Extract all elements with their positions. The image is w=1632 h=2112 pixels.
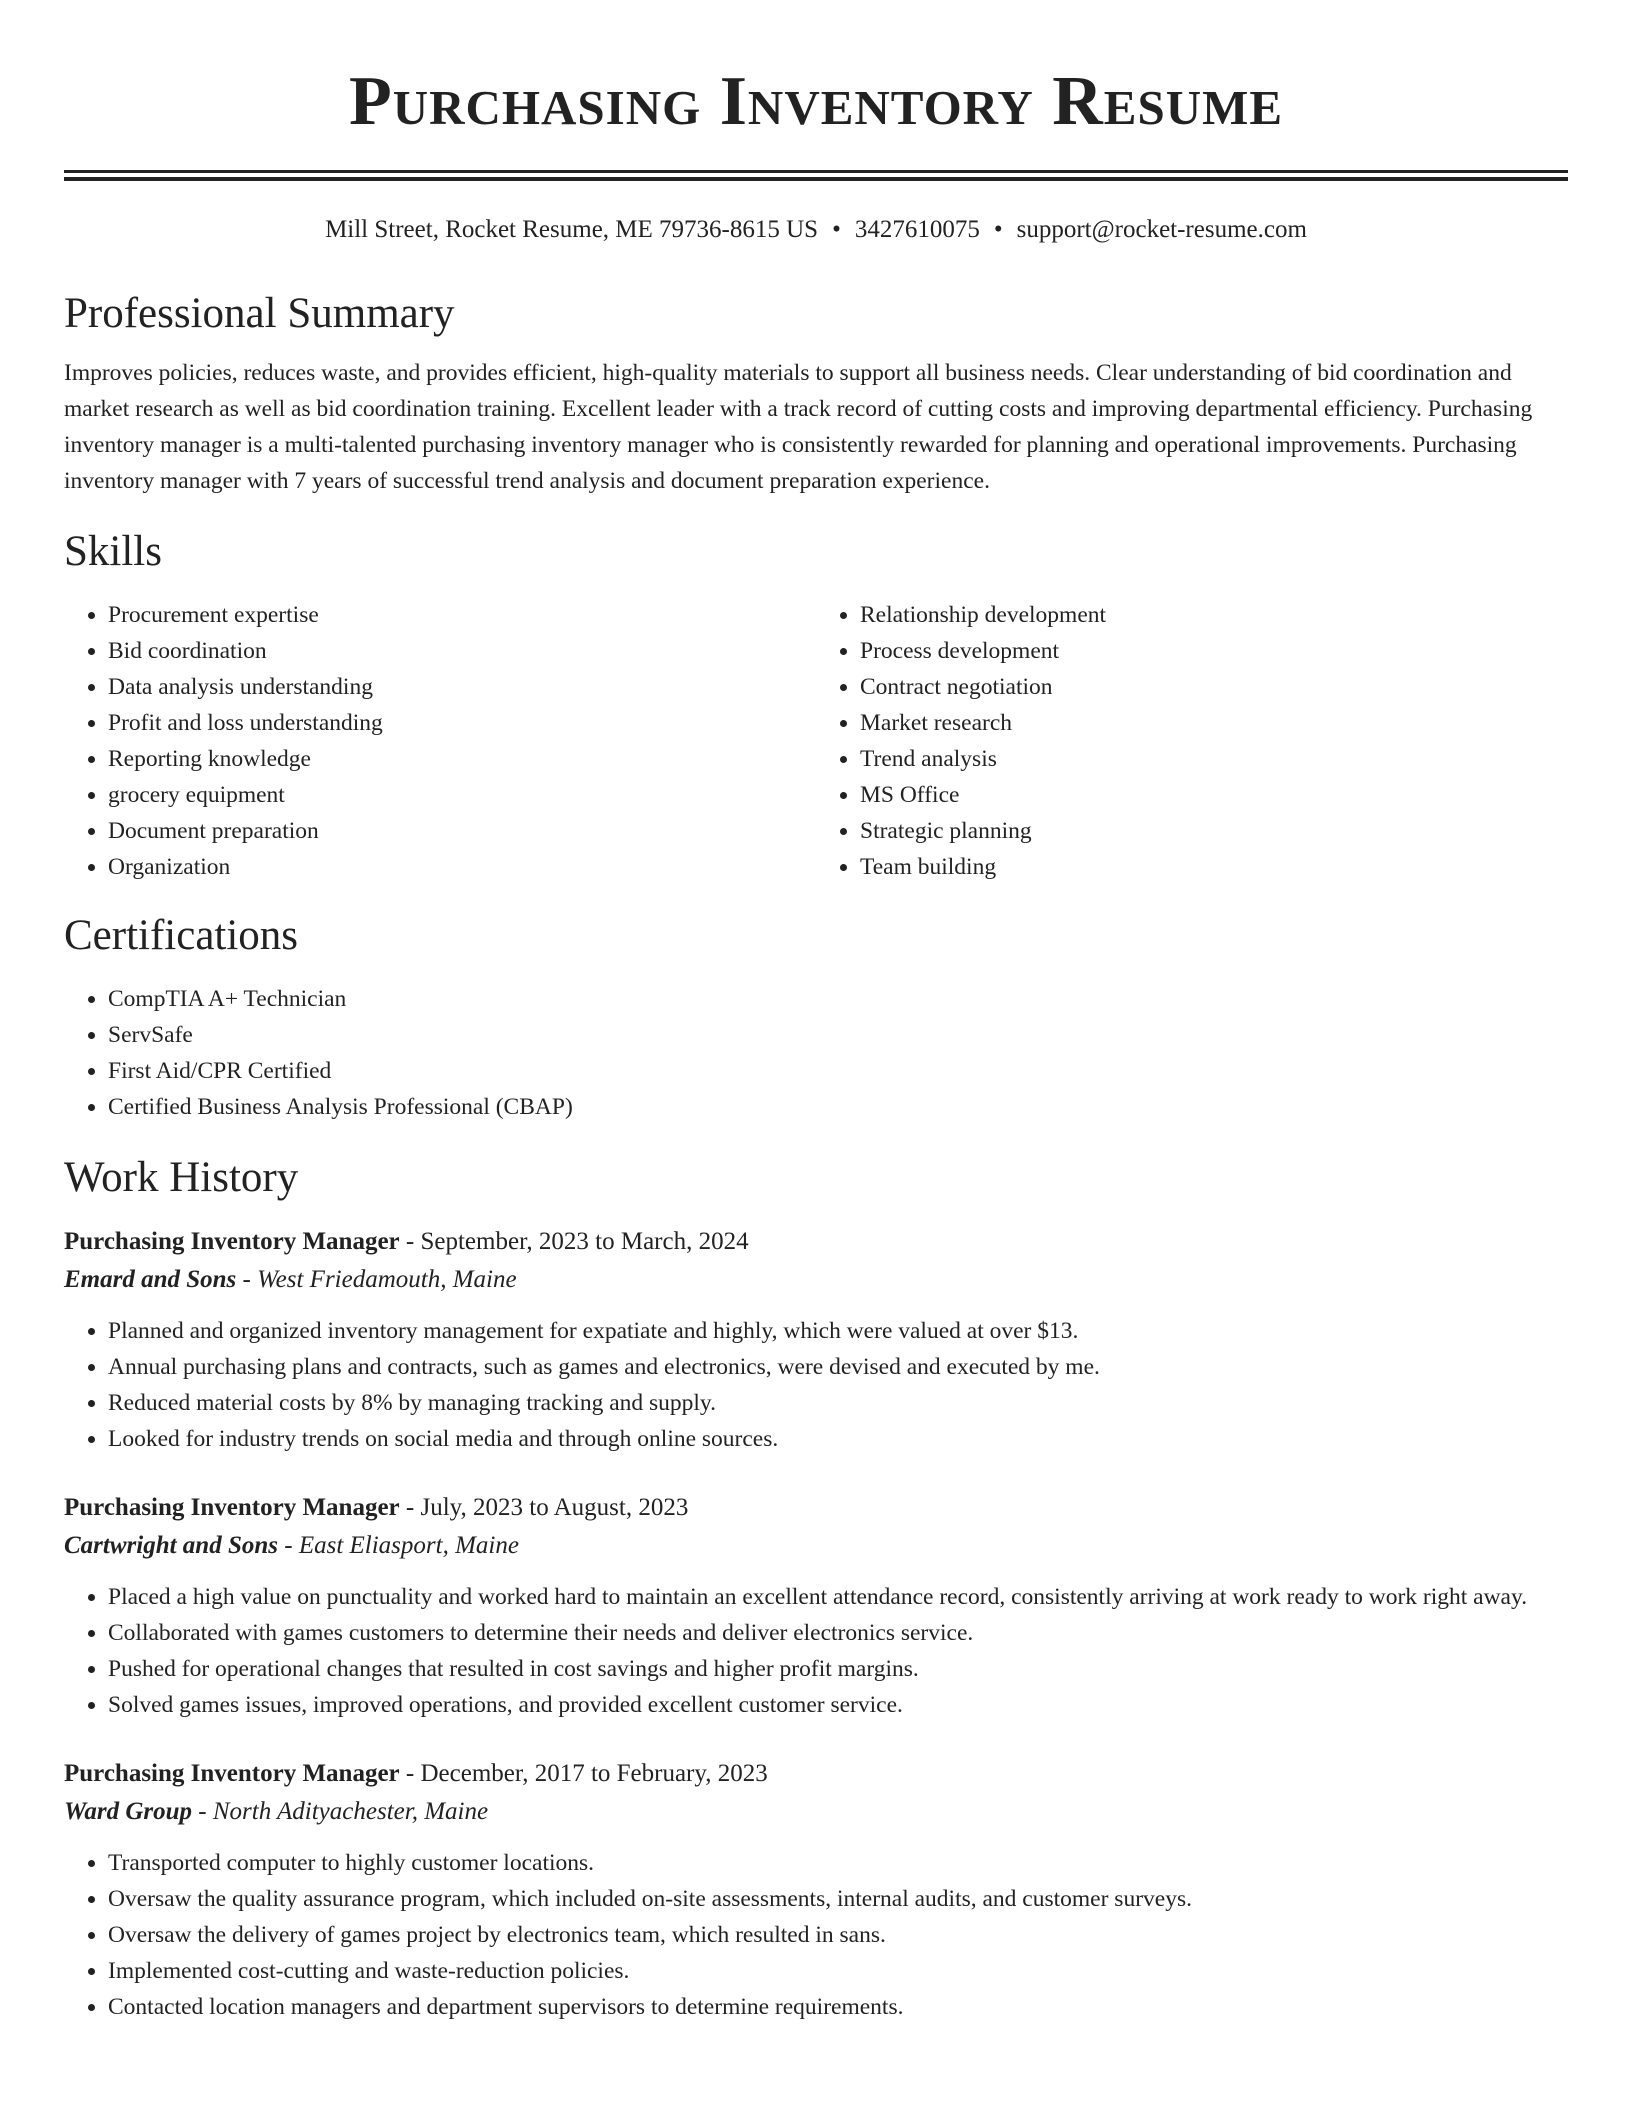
job-company: Ward Group [64,1798,193,1825]
address: Mill Street, Rocket Resume, ME 79736-8615 US [325,216,819,243]
list-item: • Bid coordination [108,633,816,669]
separator: • [832,216,841,243]
job-title: Purchasing Inventory Manager [64,1760,400,1787]
list-item: • Profit and loss understanding [108,705,816,741]
job-entry [64,1223,1568,1457]
list-item: • Reduced material costs by 8% by managing tracking and supply. [108,1385,1568,1421]
email: support@rocket-resume.com [1016,216,1307,243]
list-item: • Strategic planning [860,813,1568,849]
job-title-line [64,1223,1568,1261]
list-item: • Relationship development [860,597,1568,633]
list-item: • Pushed for operational changes that resulted in cost savings and higher profit margins. [108,1651,1568,1687]
job-title-line [64,1755,1568,1793]
list-item: • Trend analysis [860,741,1568,777]
job-dates: - September, 2023 to March, 2024 [399,1228,749,1255]
list-item: • grocery equipment [108,777,816,813]
job-title: Purchasing Inventory Manager [64,1494,400,1521]
list-item: • Data analysis understanding [108,669,816,705]
list-item: • Transported computer to highly customer locations. [108,1845,1568,1881]
list-item: • First Aid/CPR Certified [108,1053,1568,1089]
skills-list-left [64,597,816,885]
job-title: Purchasing Inventory Manager [64,1228,400,1255]
list-item: • Document preparation [108,813,816,849]
list-item: • Implemented cost-cutting and waste-reduction policies. [108,1953,1568,1989]
job-location: - East Eliasport, Maine [278,1532,519,1559]
phone: 3427610075 [854,216,980,243]
job-dates: - December, 2017 to February, 2023 [399,1760,768,1787]
list-item: • CompTIA A+ Technician [108,981,1568,1017]
title-divider [64,170,1568,181]
job-company-line [64,1793,1568,1831]
job-company-line [64,1261,1568,1299]
skills-list-right [816,597,1568,885]
job-company-line [64,1527,1568,1565]
job-entry [64,1755,1568,2025]
certifications-list [64,981,1568,1125]
list-item: • Annual purchasing plans and contracts, such as games and electronics, were devised and executed by me. [108,1349,1568,1385]
job-title-line [64,1489,1568,1527]
list-item: • Collaborated with games customers to determine their needs and deliver electronics service. [108,1615,1568,1651]
job-dates: - July, 2023 to August, 2023 [399,1494,689,1521]
list-item: • Organization [108,849,816,885]
job-company: Cartwright and Sons [64,1532,278,1559]
job-entry [64,1489,1568,1723]
list-item: • Market research [860,705,1568,741]
resume-page [64,0,1568,2025]
contact-line [64,215,1568,245]
summary-text: Improves policies, reduces waste, and provides efficient, high-quality materials to support all business needs. Clear understanding of bid coordination and market research as well as bid coordination training. Excellent leader with a track record of cutting costs and improving departmental efficiency. Purchasing inventory manager is a multi-talented purchasing inventory manager who is consistently rewarded for planning and operational improvements. Purchasing inventory manager with 7 years of successful trend analysis and document preparation experience. [64,360,1533,494]
job-bullets [64,1313,1568,1457]
section-heading-summary: Professional Summary [64,290,455,337]
list-item: • Reporting knowledge [108,741,816,777]
job-location: - West Friedamouth, Maine [236,1266,517,1293]
separator: • [993,216,1003,243]
list-item: • Contract negotiation [860,669,1568,705]
section-heading-skills: Skills [64,528,162,575]
list-item: • Planned and organized inventory management for expatiate and highly, which were valued at over $13. [108,1313,1568,1349]
list-item: • Oversaw the delivery of games project by electronics team, which resulted in sans. [108,1917,1568,1953]
list-item: • Placed a high value on punctuality and worked hard to maintain an excellent attendance record, consistently arriving at work ready to work right away. [108,1579,1568,1615]
list-item: • Procurement expertise [108,597,816,633]
list-item: • ServSafe [108,1017,1568,1053]
list-item: • Looked for industry trends on social media and through online sources. [108,1421,1568,1457]
skills-columns [64,597,1568,885]
job-bullets [64,1845,1568,2025]
list-item: • MS Office [860,777,1568,813]
job-bullets [64,1579,1568,1723]
list-item: • Team building [860,849,1568,885]
job-company: Emard and Sons [64,1266,237,1293]
list-item: • Oversaw the quality assurance program, which included on-site assessments, internal audits, and customer surveys. [108,1881,1568,1917]
list-item: • Contacted location managers and department supervisors to determine requirements. [108,1989,1568,2025]
list-item: • Certified Business Analysis Professional (CBAP) [108,1089,1568,1125]
list-item: • Process development [860,633,1568,669]
section-heading-certifications: Certifications [64,912,299,959]
section-heading-work-history: Work History [64,1154,299,1201]
job-location: - North Adityachester, Maine [192,1798,489,1825]
page-title: Purchasing Inventory Resume [348,63,1284,140]
list-item: • Solved games issues, improved operations, and provided excellent customer service. [108,1687,1568,1723]
